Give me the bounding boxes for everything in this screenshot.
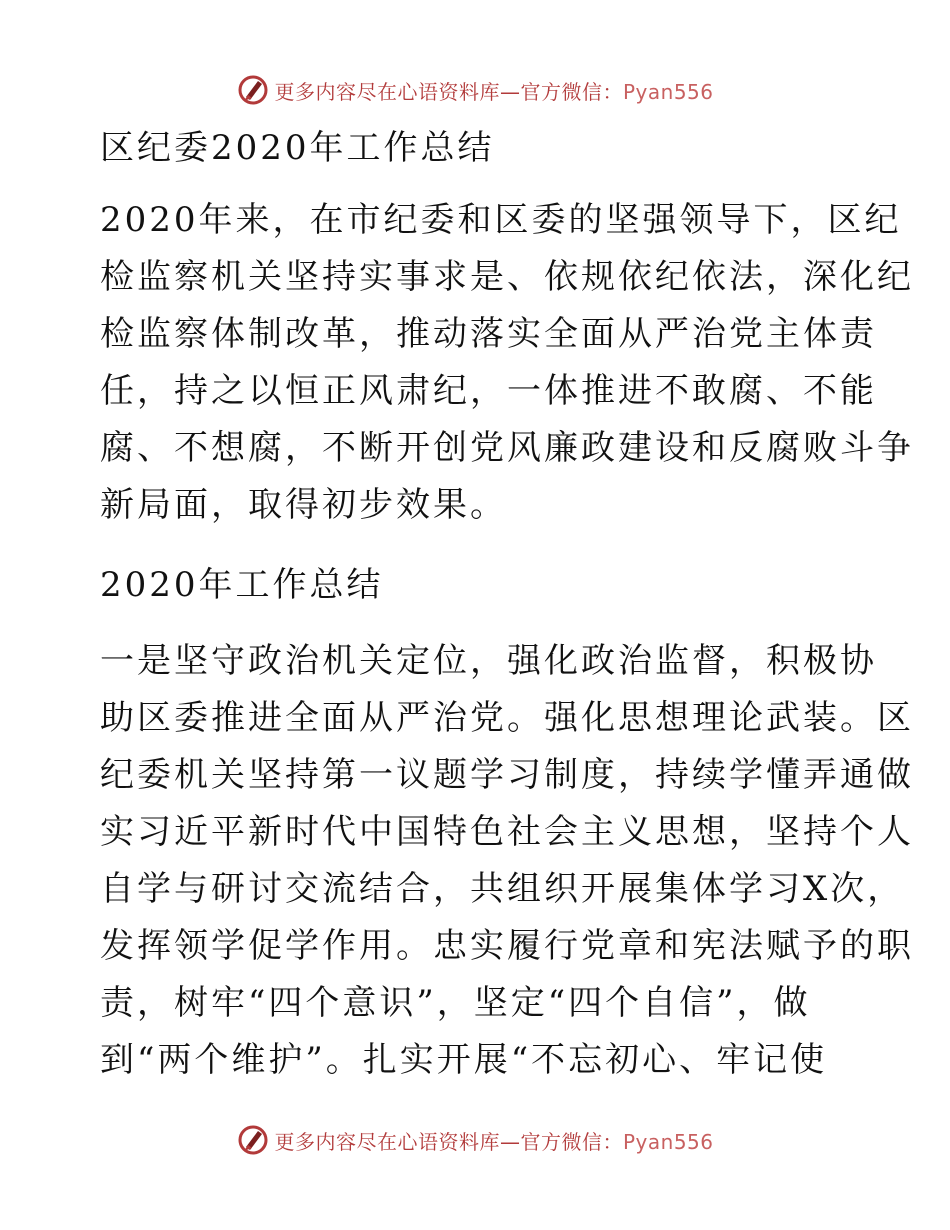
watermark-logo-icon: [236, 73, 270, 107]
text-line: 一是坚守政治机关定位，强化政治监督，积极协: [100, 641, 877, 681]
document-title: 区纪委2020年工作总结: [100, 128, 495, 168]
section-heading: 2020年工作总结: [100, 565, 384, 605]
text-line: 检监察体制改革，推动落实全面从严治党主体责: [100, 314, 877, 354]
text-line: 检监察机关坚持实事求是、依规依纪依法，深化纪: [100, 257, 914, 297]
watermark-wechat-id: Pyan556: [622, 1129, 714, 1154]
watermark-label: 更多内容尽在心语资料库—官方微信：: [274, 1129, 623, 1154]
text-line: 发挥领学促学作用。忠实履行党章和宪法赋予的职: [100, 926, 914, 966]
text-line: 责，树牢“四个意识”，坚定“四个自信”，做: [100, 983, 811, 1023]
text-line: 实习近平新时代中国特色社会主义思想，坚持个人: [100, 812, 914, 852]
watermark-label: 更多内容尽在心语资料库—官方微信：: [274, 79, 623, 104]
watermark-logo-icon: [236, 1123, 270, 1157]
text-line: 自学与研讨交流结合，共组织开展集体学习X次，: [100, 869, 905, 909]
text-line: 到“两个维护”。扎实开展“不忘初心、牢记使: [100, 1040, 828, 1080]
text-line: 任，持之以恒正风肃纪，一体推进不敢腐、不能: [100, 371, 877, 411]
text-line: 腐、不想腐，不断开创党风廉政建设和反腐败斗争: [100, 428, 914, 468]
text-line: 2020年来，在市纪委和区委的坚强领导下，区纪: [100, 200, 902, 240]
watermark-text: [274, 1126, 713, 1155]
header-watermark: [0, 70, 950, 110]
watermark-text: [274, 76, 713, 105]
footer-watermark: [0, 1120, 950, 1160]
watermark-wechat-id: Pyan556: [622, 79, 714, 104]
text-line: 纪委机关坚持第一议题学习制度，持续学懂弄通做: [100, 755, 914, 795]
text-line: 新局面，取得初步效果。: [100, 485, 507, 525]
text-line: 助区委推进全面从严治党。强化思想理论武装。区: [100, 698, 914, 738]
